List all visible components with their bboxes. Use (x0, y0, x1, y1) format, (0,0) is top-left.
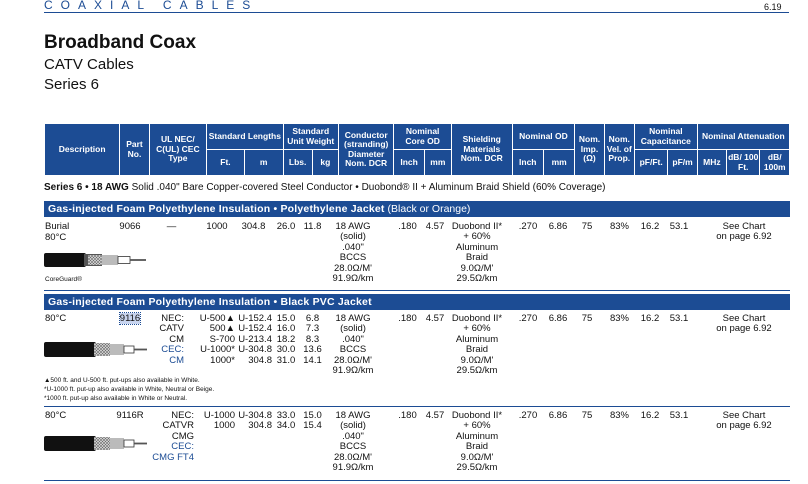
length-m: U-304.8 (238, 410, 272, 421)
col-conductor: Conductor (stranding) Diameter Nom. DCR (338, 124, 393, 176)
shield-line: Duobond II* (451, 221, 503, 232)
col-nominal-od: Nominal OD (512, 124, 575, 150)
length-m: 304.8 (241, 221, 266, 232)
velocity: 83% (609, 410, 629, 421)
shield-line: 9.0Ω/M' (460, 451, 494, 463)
ul-type: CMG (171, 430, 194, 442)
conductor-line: BCCS (339, 441, 367, 453)
conductor-line: .040" (342, 430, 364, 442)
length-ft: U-1000* (200, 344, 235, 356)
conductor-line: 91.9Ω/km (332, 462, 374, 474)
col-ul-nec: UL NEC/ C(UL) CEC Type (149, 124, 207, 176)
conductor-spec (325, 222, 381, 284)
conductor-line: 18 AWG (335, 410, 371, 421)
capacitance-pf-m: 53.1 (669, 410, 689, 421)
length-m: U-152.4 (238, 313, 272, 324)
length-ft: 1000* (210, 354, 235, 366)
desc-temp: 80°C (45, 232, 67, 243)
col-nominal-core-od: Nominal Core OD (394, 124, 452, 150)
weight-lbs: 15.0 (276, 313, 296, 324)
conductor-line: 28.0Ω/M' (334, 451, 372, 463)
weight-kg-list (300, 314, 325, 366)
col-ft: Ft. (207, 150, 245, 176)
length-m-list (235, 314, 272, 366)
length-ft: 1000 (206, 221, 228, 232)
weight-lbs-list (272, 314, 300, 366)
ul-nec-label: NEC: (161, 313, 184, 324)
desc-burial: Burial (45, 221, 70, 232)
length-m: U-213.4 (238, 333, 272, 345)
weight-kg: 8.3 (305, 333, 320, 345)
conductor-line: (solid) (340, 323, 366, 335)
ul-type-list (144, 314, 184, 366)
shield-line: 29.5Ω/km (456, 273, 498, 285)
shield-line: 29.5Ω/km (456, 462, 498, 474)
cable-image-9116 (44, 334, 148, 364)
od-inch: .270 (518, 410, 538, 421)
desc-temp: 80°C (45, 313, 67, 324)
col-db-100ft: dB/ 100 Ft. (727, 150, 760, 176)
capacitance-pf-m: 53.1 (669, 313, 689, 324)
conductor-line: 28.0Ω/M' (334, 262, 372, 274)
length-m: 304.8 (248, 354, 272, 366)
footnote: ▲500 ft. and U-500 ft. put-ups also available in White. (44, 377, 200, 384)
attenuation-see-chart[interactable] (700, 411, 788, 432)
col-mhz: MHz (697, 150, 726, 176)
col-db-100m: dB/ 100m (760, 150, 790, 176)
shield-line: Aluminum (455, 241, 499, 253)
page-subtitle-series: Series 6 (44, 76, 100, 93)
core-od-inch: .180 (398, 313, 417, 324)
see-chart-page: on page 6.92 (716, 323, 772, 335)
section-band-pvc-jacket (44, 294, 790, 310)
shield-line: Braid (465, 441, 489, 453)
col-kg: kg (312, 150, 338, 176)
col-pf-m: pF/m (668, 150, 697, 176)
ul-type: CATV (159, 323, 184, 335)
conductor-line: 18 AWG (335, 313, 371, 324)
conductor-line: .040" (342, 333, 364, 345)
velocity: 83% (609, 313, 629, 324)
see-chart-line: See Chart (722, 313, 766, 324)
weight-lbs: 33.0 (276, 410, 296, 421)
attenuation-see-chart[interactable] (700, 314, 788, 335)
impedance: 75 (581, 410, 593, 421)
od-inch: .270 (518, 221, 538, 232)
weight-lbs: 18.2 (276, 333, 296, 345)
shielding-spec (448, 222, 506, 284)
weight-lbs-list (272, 411, 300, 432)
weight-kg: 15.0 (303, 410, 322, 421)
conductor-line: 18 AWG (335, 221, 371, 232)
series-spec-text: Solid .040" Bare Copper-covered Steel Conductor • Duobond® II + Aluminum Braid Shield (60% Coverage) (128, 182, 606, 193)
shield-line: + 60% (463, 420, 491, 432)
col-standard-unit-weight: Standard Unit Weight (283, 124, 338, 150)
section-band-title: Gas-injected Foam Polyethylene Insulation • Black PVC Jacket (48, 296, 372, 308)
impedance: 75 (581, 313, 593, 324)
conductor-line: .040" (342, 241, 364, 253)
col-shielding: Shielding Materials Nom. DCR (451, 124, 512, 176)
weight-lbs: 34.0 (276, 420, 296, 432)
shield-line: 9.0Ω/M' (460, 262, 494, 274)
conductor-line: 28.0Ω/M' (334, 354, 372, 366)
col-part-no: Part No. (120, 124, 149, 176)
length-ft: S-700 (209, 333, 235, 345)
page-title: Broadband Coax (44, 32, 197, 53)
col-od-mm: mm (543, 150, 574, 176)
weight-lbs: 30.0 (276, 344, 296, 356)
header-rule (44, 12, 789, 13)
length-ft: 500▲ (209, 323, 235, 335)
core-od-mm: 4.57 (425, 410, 445, 421)
conductor-line: BCCS (339, 344, 367, 356)
see-chart-line: See Chart (722, 410, 766, 421)
section-band-title: Gas-injected Foam Polyethylene Insulation • Polyethylene Jacket (48, 203, 385, 215)
core-od-mm: 4.57 (425, 313, 445, 324)
length-ft: U-1000 (203, 410, 235, 421)
shield-line: Braid (465, 344, 489, 356)
shield-line: Aluminum (455, 430, 499, 442)
length-m: U-152.4 (238, 323, 272, 335)
see-chart-page: on page 6.92 (716, 231, 772, 243)
conductor-spec (325, 411, 381, 473)
ul-cec-label: CEC: (161, 344, 184, 356)
shield-line: Braid (465, 252, 489, 264)
ul-type: CATVR (162, 420, 194, 432)
part-number[interactable]: 9066 (119, 221, 141, 232)
od-inch: .270 (518, 313, 538, 324)
see-chart-page: on page 6.92 (716, 420, 772, 432)
conductor-line: 91.9Ω/km (332, 273, 374, 285)
capacitance-pf-m: 53.1 (669, 221, 689, 232)
series-spec-bold: Series 6 • 18 AWG (44, 182, 129, 193)
ul-nec-label: NEC: (171, 410, 194, 421)
shield-line: 29.5Ω/km (456, 365, 498, 377)
cable-image-9066 (44, 244, 148, 274)
core-od-inch: .180 (398, 221, 417, 232)
brand-coreguard: CoreGuard® (45, 276, 82, 283)
od-mm: 6.86 (548, 221, 568, 232)
col-nominal-attenuation: Nominal Attenuation (697, 124, 789, 150)
ul-type: CMG FT4 (152, 451, 194, 463)
section-band-pe-jacket (44, 201, 790, 217)
weight-kg-list (300, 411, 325, 432)
conductor-spec (325, 314, 381, 376)
od-mm: 6.86 (548, 410, 568, 421)
part-number[interactable]: 9116 (119, 313, 141, 324)
velocity: 83% (609, 221, 629, 232)
impedance: 75 (581, 221, 593, 232)
length-m: 304.8 (248, 420, 272, 432)
shield-line: + 60% (463, 231, 491, 243)
shield-line: 9.0Ω/M' (460, 354, 494, 366)
ul-cec-label: CEC: (171, 441, 194, 453)
conductor-line: BCCS (339, 252, 367, 264)
shielding-spec (448, 411, 506, 473)
conductor-line: (solid) (340, 231, 366, 243)
shield-line: + 60% (463, 323, 491, 335)
ul-type: CM (169, 333, 184, 345)
col-core-mm: mm (424, 150, 451, 176)
section-band-note: (Black or Orange) (384, 203, 471, 215)
length-ft: 1000 (213, 420, 235, 432)
part-number[interactable]: 9116R (116, 410, 144, 421)
page-number: 6.19 (764, 2, 782, 12)
shield-line: Duobond II* (451, 410, 503, 421)
col-pf-ft: pF/Ft. (634, 150, 667, 176)
weight-kg: 6.8 (305, 313, 320, 324)
shield-line: Duobond II* (451, 313, 503, 324)
length-ft-list (199, 411, 235, 432)
length-ft-list (199, 314, 235, 366)
capacitance-pf-ft: 16.2 (640, 221, 660, 232)
col-core-inch: Inch (394, 150, 424, 176)
col-description: Description (45, 124, 120, 176)
col-nom-imp: Nom. Imp. (Ω) (575, 124, 604, 176)
length-ft: U-500▲ (199, 313, 235, 324)
page-header (0, 0, 808, 14)
shield-line: Aluminum (455, 333, 499, 345)
ul-type: — (166, 221, 177, 232)
col-m: m (244, 150, 283, 176)
capacitance-pf-ft: 16.2 (640, 410, 660, 421)
core-od-inch: .180 (398, 410, 417, 421)
section-title: COAXIAL CABLES (44, 0, 259, 12)
shielding-spec (448, 314, 506, 376)
weight-kg: 14.1 (303, 354, 322, 366)
page-subtitle-catv: CATV Cables (44, 56, 134, 73)
length-m-list (235, 411, 272, 432)
col-od-inch: Inch (512, 150, 543, 176)
footnote: *1000 ft. put-up also available in White or Neutral. (44, 395, 188, 402)
weight-kg: 11.8 (303, 221, 322, 232)
series-spec-line (44, 182, 605, 193)
col-lbs: Lbs. (283, 150, 312, 176)
conductor-line: 91.9Ω/km (332, 365, 374, 377)
weight-lbs: 26.0 (276, 221, 296, 232)
weight-kg: 13.6 (303, 344, 322, 356)
weight-lbs: 16.0 (276, 323, 296, 335)
length-m: U-304.8 (238, 344, 272, 356)
weight-lbs: 31.0 (276, 354, 296, 366)
weight-kg: 15.4 (303, 420, 322, 432)
capacitance-pf-ft: 16.2 (640, 313, 660, 324)
spec-table-header (44, 123, 790, 176)
weight-kg: 7.3 (305, 323, 320, 335)
conductor-line: (solid) (340, 420, 366, 432)
attenuation-see-chart[interactable] (700, 222, 788, 243)
ul-type-list (144, 411, 194, 463)
ul-type: CM (169, 354, 184, 366)
row-divider (44, 290, 790, 291)
od-mm: 6.86 (548, 313, 568, 324)
see-chart-line: See Chart (722, 221, 766, 232)
col-nom-vel: Nom. Vel. of Prop. (604, 124, 634, 176)
col-standard-lengths: Standard Lengths (207, 124, 283, 150)
cable-image-9116r (44, 428, 148, 458)
row-divider (44, 406, 790, 407)
desc-temp: 80°C (45, 410, 67, 421)
core-od-mm: 4.57 (425, 221, 445, 232)
row-divider (44, 480, 790, 481)
footnote: *U-1000 ft. put-up also available in White, Neutral or Beige. (44, 386, 215, 393)
col-nominal-capacitance: Nominal Capacitance (634, 124, 697, 150)
